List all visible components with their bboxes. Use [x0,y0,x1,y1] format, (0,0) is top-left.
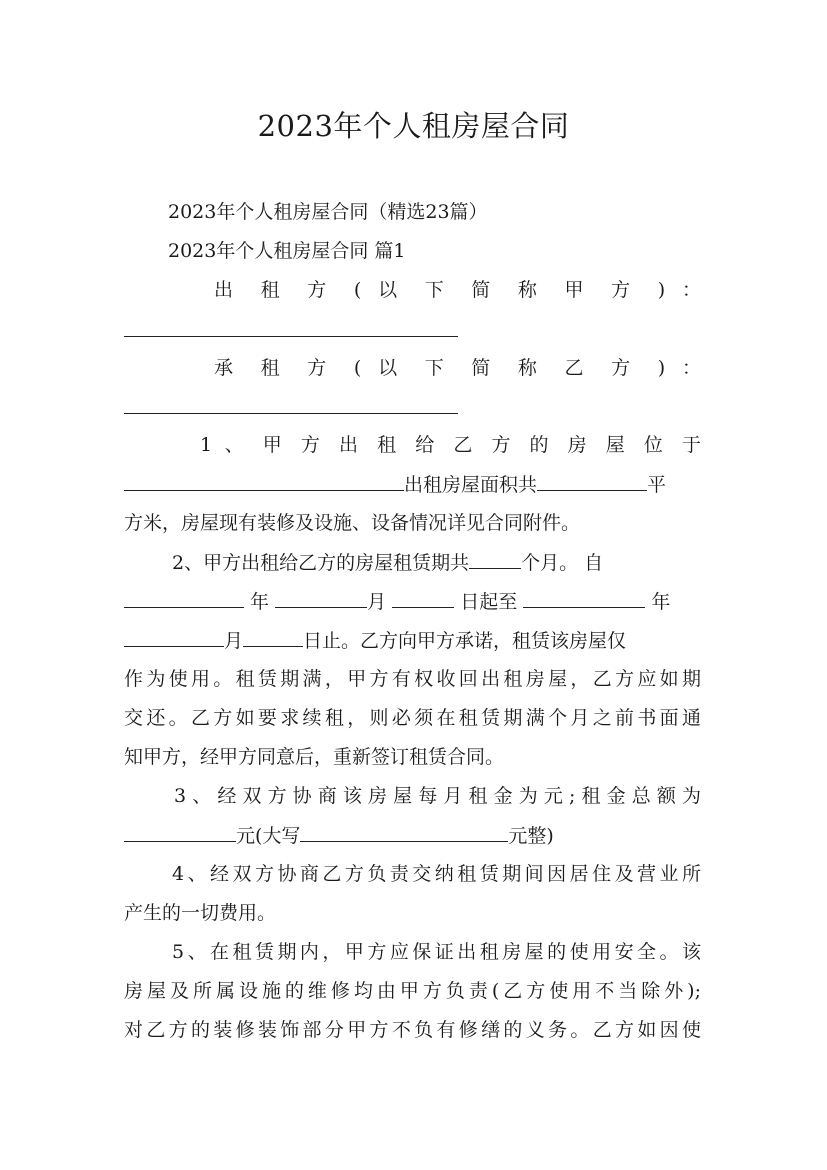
clause-1-line-2: 出租房屋面积共 平 [124,470,701,498]
section-heading: 2023年个人租房屋合同 篇1 [168,240,406,262]
clause-2-line-4: 作为使用。租赁期满，甲方有权收回出租房屋，乙方应如期 [124,668,701,690]
clause-4-line-2: 产生的一切费用。 [124,902,277,924]
clause-1-line-3: 方米，房屋现有装修及设施、设备情况详见合同附件。 [124,512,581,534]
clause-2-line-3: 月 日止。乙方向甲方承诺，租赁该房屋仅 [124,626,701,654]
clause-2-line-5: 交还。乙方如要求续租，则必须在租赁期满个月之前书面通 [124,707,701,729]
doc-subtitle: 2023年个人租房屋合同（精选23篇） [168,201,488,223]
clause-5-line-3: 对乙方的装修装饰部分甲方不负有修缮的义务。乙方如因使 [124,1019,701,1041]
clause-5-line-2: 房屋及所属设施的维修均由甲方负责(乙方使用不当除外); [124,980,701,1002]
area-blank [537,470,647,491]
document-title: 2023年个人租房屋合同 [257,109,570,143]
clause-2-line-2: 年 月 日起至 年 [124,587,701,615]
clause-2-line-6: 知甲方，经甲方同意后，重新签订租赁合同。 [124,746,505,768]
total-rent-blank [124,821,236,842]
clause-3-line-1: 3、经双方协商该房屋每月租金为元;租金总额为 [174,785,701,807]
lessee-label: 承 租 方 ( 以 下 简 称 乙 方 ) ： [214,357,701,379]
lessor-blank-line [124,336,458,337]
location-blank [124,470,404,491]
clause-3-line-2: 元(大写 元整) [124,821,701,849]
term-months-blank [469,548,521,569]
clause-5-line-1: 5、在租赁期内，甲方应保证出租房屋的使用安全。该 [172,941,701,963]
clause-2-line-1: 2、甲方出租给乙方的房屋租赁期共 个月。 自 [172,548,701,576]
lessee-blank-line [124,413,458,414]
rent-in-words-blank [300,821,508,842]
clause-4-line-1: 4、经双方协商乙方负责交纳租赁期间因居住及营业所 [172,863,701,885]
clause-1-line-1: 1 、 甲 方 出 租 给 乙 方 的 房 屋 位 于 [200,434,701,456]
lessor-label: 出 租 方 ( 以 下 简 称 甲 方 ) ： [214,279,701,301]
